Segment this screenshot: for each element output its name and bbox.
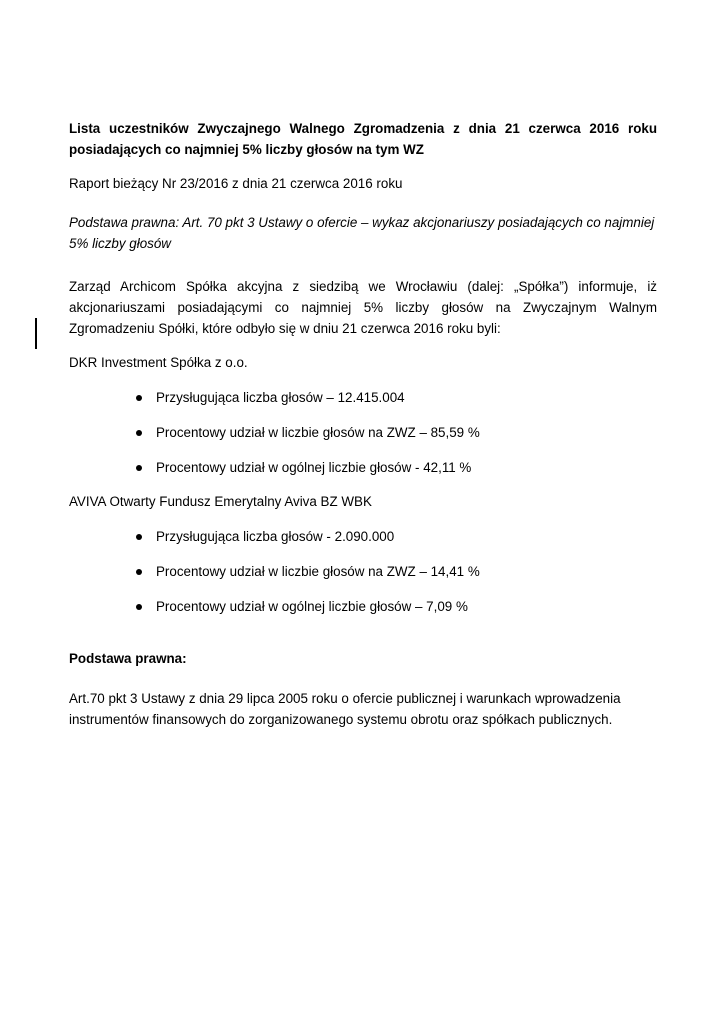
intro-paragraph: Zarząd Archicom Spółka akcyjna z siedzibą we Wrocławiu (dalej: „Spółka”) informuje, iż akcjonariuszami posiadającymi co najmniej 5% liczby głosów na Zwyczajnym Walnym Zgromadzeniu Spółki, które odbyło się w dniu 21 czerwca 2016 roku byli: bbox=[69, 279, 657, 336]
document-body bbox=[69, 118, 657, 730]
list-item: Procentowy udział w liczbie głosów na ZWZ – 14,41 % bbox=[69, 561, 657, 582]
legal-basis-heading: Podstawa prawna: bbox=[69, 651, 187, 666]
list-item: Procentowy udział w liczbie głosów na ZWZ – 85,59 % bbox=[69, 422, 657, 443]
shareholder-details-list bbox=[69, 387, 657, 478]
text-cursor-marker bbox=[35, 318, 37, 349]
legal-basis-italic: Podstawa prawna: Art. 70 pkt 3 Ustawy o ofercie – wykaz akcjonariuszy posiadających co najmniej 5% liczby głosów bbox=[69, 215, 655, 251]
legal-basis-text: Art.70 pkt 3 Ustawy z dnia 29 lipca 2005 roku o ofercie publicznej i warunkach wprowadzenia instrumentów finansowych do zorganizowanego systemu obrotu oraz spółkach publicznych. bbox=[69, 691, 621, 727]
report-line: Raport bieżący Nr 23/2016 z dnia 21 czerwca 2016 roku bbox=[69, 176, 403, 191]
shareholder-name: AVIVA Otwarty Fundusz Emerytalny Aviva BZ WBK bbox=[69, 494, 372, 509]
list-item: Przysługująca liczba głosów - 2.090.000 bbox=[69, 526, 657, 547]
list-item: Procentowy udział w ogólnej liczbie głosów – 7,09 % bbox=[69, 596, 657, 617]
shareholder-name: DKR Investment Spółka z o.o. bbox=[69, 355, 248, 370]
list-item: Przysługująca liczba głosów – 12.415.004 bbox=[69, 387, 657, 408]
document-title: Lista uczestników Zwyczajnego Walnego Zgromadzenia z dnia 21 czerwca 2016 roku posiadających co najmniej 5% liczby głosów na tym WZ bbox=[69, 121, 657, 157]
list-item: Procentowy udział w ogólnej liczbie głosów - 42,11 % bbox=[69, 457, 657, 478]
shareholder-details-list bbox=[69, 526, 657, 617]
